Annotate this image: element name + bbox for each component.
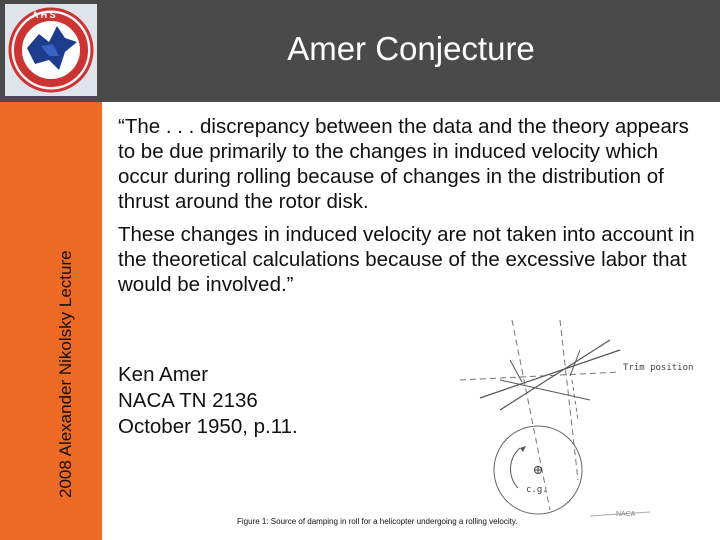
- lecture-vertical-label: 2008 Alexander Nikolsky Lecture: [56, 250, 75, 498]
- trim-position-label: Trim position: [623, 363, 694, 373]
- velocity-arrow-2: [570, 350, 580, 376]
- cg-label: c.g.: [526, 485, 548, 495]
- naca-label: NACA: [616, 511, 636, 518]
- citation-author: Ken Amer: [118, 363, 209, 386]
- rotor-damping-figure: [440, 320, 720, 520]
- velocity-arrow-3: [572, 380, 578, 420]
- figure-caption: Figure 1: Source of damping in roll for a helicopter undergoing a rolling velocity.: [237, 517, 518, 526]
- quote-paragraph-2: These changes in induced velocity are not taken into account in the theoretical calculations because of the excessive labor that would be involved.”: [118, 223, 695, 296]
- figure-vertical-axis: [512, 320, 550, 510]
- tilted-disk-line-2: [500, 340, 610, 410]
- quote-paragraph-1: “The . . . discrepancy between the data and the theory appears to be due primarily to the changes in induced velocity which occur during rolling because of changes in the distribution of thrust around the rotor disk.: [118, 115, 689, 213]
- header-bar: [102, 0, 720, 102]
- svg-text:A H S: A H S: [32, 10, 56, 20]
- slide-title: Amer Conjecture: [287, 30, 535, 67]
- citation-block: [118, 362, 298, 440]
- roll-direction-arc: [511, 448, 520, 488]
- naca-stamp: [590, 511, 650, 518]
- logo-panel: [0, 0, 102, 102]
- citation-report: NACA TN 2136: [118, 389, 258, 412]
- ahs-international-logo: [5, 4, 97, 96]
- trim-line: [460, 372, 620, 380]
- tilted-disk-line-3: [500, 380, 590, 400]
- figure-tilted-axis: [560, 320, 578, 480]
- quote-block: [118, 114, 708, 305]
- vertical-label-area: [0, 102, 102, 540]
- citation-date: October 1950, p.11.: [118, 415, 298, 438]
